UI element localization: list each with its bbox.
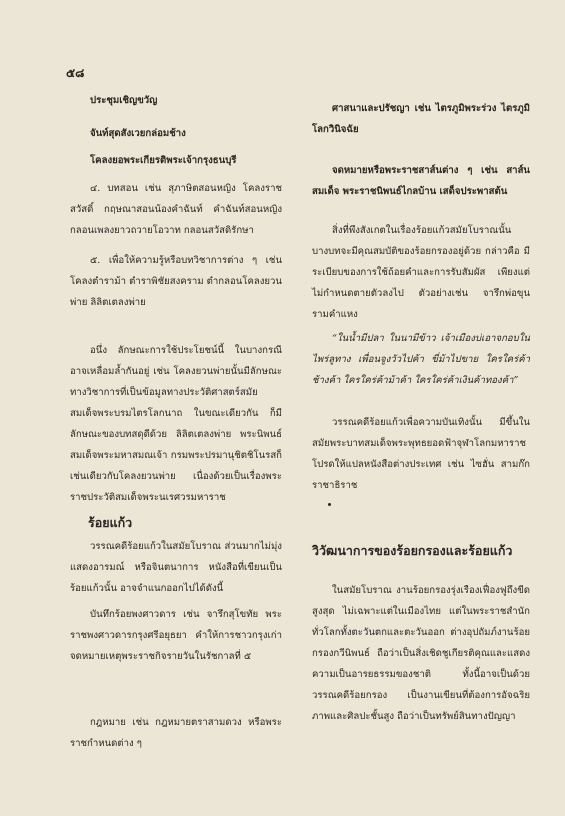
- paragraph-knowledge: ๕. เพื่อให้ความรู้หรือบทวิชาการต่าง ๆ เช่น โคลงตำราม้า ตำราพิชัยสงคราม ตำกลอนโคลงยวนพ่าย ลิลิตเตลงพ่าย: [70, 255, 282, 308]
- page-number: ๕๘: [66, 66, 85, 80]
- paragraph-evolution: ในสมัยโบราณ งานร้อยกรองรุ่งเรืองเฟื่องฟูถึงขีดสูงสุด ไม่เฉพาะแต่ในเมืองไทย แต่ในพระราชสำนักทั่วโลกทั้งตะวันตกและตะวันออก ต่างอุปถัมภ์งานร้อยกรองกวีนิพนธ์ ถือว่าเป็นสิ่งเชิดชูเกียรติคุณและแสดงความเป็นอารยธรรมของชาติ ทั้งนี้อาจเป็นด้วยวรรณคดีร้อยกรอง เป็นงานเขียนที่ต้องการอัจฉริยภาพและศิลปะชั้นสูง ถือว่าเป็นทรัพย์สินทางปัญญา: [312, 585, 530, 722]
- poem-title-3: โคลงยอพระเกียรติพระเจ้ากรุงธนบุรี: [90, 155, 237, 166]
- inscription-quote: “ในน้ำมีปลา ในนามีข้าว เจ้าเมืองบ่เอาจกอบในไพร่ลูทาง เพื่อนจูงวัวไปค้า ขี่ม้าไปขาย ใครใคร่ค้าช้างค้า ใครใคร่ค้าม้าค้า ใครใคร่ค้าเงินค้าทองค้า”: [312, 333, 530, 386]
- section-heading-evolution: วิวัฒนาการของร้อยกรองและร้อยแก้ว: [312, 543, 513, 558]
- poem-title-1: ประชุมเชิญขวัญ: [90, 95, 158, 106]
- paragraph-observation: สิ่งที่พึงสังเกตในเรื่องร้อยแก้วสมัยโบราณนั้น บางบทจะมีคุณสมบัติของร้อยกรองอยู่ด้วย กล่าวคือ มีระเบียบของการใช้ถ้อยคำและการรับสัมผัส เพียงแต่ไม่กำหนดตายตัวลงไป ตัวอย่างเช่น จารึกพ่อขุนรามคำแหง: [312, 225, 530, 320]
- paragraph-chronicles: บันทึกร้อยพงศาวดาร เช่น จารึกสุโขทัย พระราชพงศาวดารกรุงศรีอยุธยา คำให้การชาวกรุงเก่า จดหมายเหตุพระราชกิจรายวันในรัชกาลที่ ๕: [70, 609, 282, 662]
- paragraph-letters: จดหมายหรือพระราชสาส์นต่าง ๆ เช่น สาส์นสมเด็จ พระราชนิพนธ์ไกลบ้าน เสด็จประพาสต้น: [312, 165, 530, 197]
- paragraph-religion: ศาสนาและปรัชญา เช่น ไตรภูมิพระร่วง ไตรภูมิโลกวินิจฉัย: [312, 103, 530, 135]
- poem-title-2: จันท์สุดสังเวยกล่อมช้าง: [90, 128, 186, 139]
- paragraph-prose-intro: วรรณคดีร้อยแก้วในสมัยโบราณ ส่วนมากไม่มุ่งแสดงอารมณ์ หรือจินตนาการ หนังสือที่เขียนเป็นร้อยแก้วนั้น อาจจำแนกออกไปได้ดังนี้: [70, 541, 282, 594]
- paragraph-entertainment-prose: วรรณคดีร้อยแก้วเพื่อความบันเทิงนั้น มีขึ้นในสมัยพระบาทสมเด็จพระพุทธยอดฟ้าจุฬาโลกมหาราช โปรดให้แปลหนังสือต่างประเทศ เช่น ไซฮั่น สามก๊ก ราชาธิราช: [312, 417, 530, 491]
- paragraph-law: กฎหมาย เช่น กฎหมายตราสามดวง หรือพระราชกำหนดต่าง ๆ: [70, 717, 282, 749]
- section-heading-prose: ร้อยแก้ว: [88, 515, 133, 530]
- paragraph-overlap: อนึ่ง ลักษณะการใช้ประโยชน์นี้ ในบางกรณีอาจเหลื่อมล้ำกันอยู่ เช่น โคลงยวนพ่ายนั้นมีลักษณะทางวิชาการที่เป็นข้อมูลทางประวัติศาสตร์สมัยสมเด็จพระบรมไตรโลกนาถ ในขณะเดียวกัน ก็มีลักษณะของบทสดุดีด้วย ลิลิตเตลงพ่าย พระนิพนธ์สมเด็จพระมหาสมณเจ้า กรมพระปรมานุชิตชิโนรสก็เช่นเดียวกับโคลงยวนพ่าย เนื่องด้วยเป็นเรื่องพระราชประวัติสมเด็จพระนเรศวรมหาราช: [70, 345, 282, 503]
- paragraph-teaching: ๔. บทสอน เช่น สุภาษิตสอนหญิง โคลงราชสวัสดิ์ กฤษณาสอนน้องคำฉันท์ คำฉันท์สอนหญิง กลอนเพลงยาวถวายโอวาท กลอนสวัสดิรักษา: [70, 183, 282, 236]
- ink-dot: [328, 503, 331, 506]
